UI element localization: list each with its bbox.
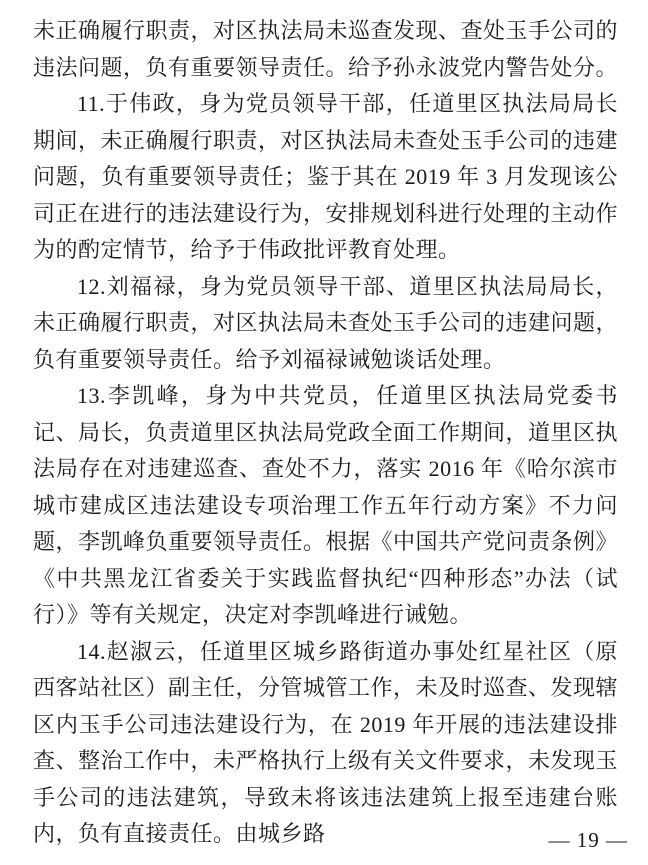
page-number: — 19 — — [548, 828, 628, 852]
paragraph-continuation: 未正确履行职责，对区执法局未巡查发现、查处玉手公司的违法问题，负有重要领导责任。给予孙永波党内警告处分。 — [33, 18, 619, 80]
paragraph-item-12: 12.刘福禄，身为党员领导干部、道里区执法局局长，未正确履行职责，对区执法局未查处玉手公司的违建问题，负有重要领导责任。给予刘福禄诫勉谈话处理。 — [33, 273, 619, 372]
paragraph-item-14: 14.赵淑云，任道里区城乡路街道办事处红星社区（原西客站社区）副主任，分管城管工作，未及时巡查、发现辖区内玉手公司违法建设行为，在 2019 年开展的违法建设排查、整治工作中，未严格执行上级有关文件要求，未发现玉手公司的违法建筑，导致未将该违法建筑上报至违建台账内，负有直接责任。由城乡路 — [33, 638, 619, 846]
paragraph-item-13: 13.李凯峰，身为中共党员，任道里区执法局党委书记、局长，负责道里区执法局党政全面工作期间，道里区执法局存在对违建巡查、查处不力，落实 2016 年《哈尔滨市城市建成区违法建设专项治理工作五年行动方案》不力问题，李凯峰负重要领导责任。根据《中国共产党问责条例》《中共黑龙江省委关于实践监督执纪“四种形态”办法（试行）》等有关规定，决定对李凯峰进行诫勉。 — [33, 383, 619, 627]
paragraph-item-11: 11.于伟政，身为党员领导干部，任道里区执法局局长期间，未正确履行职责，对区执法局未查处玉手公司的违建问题，负有重要领导责任；鉴于其在 2019 年 3 月发现该公司正在进行的违法建设行为，安排规划科进行处理的主动作为的酌定情节，给予于伟政批评教育处理。 — [33, 91, 619, 262]
